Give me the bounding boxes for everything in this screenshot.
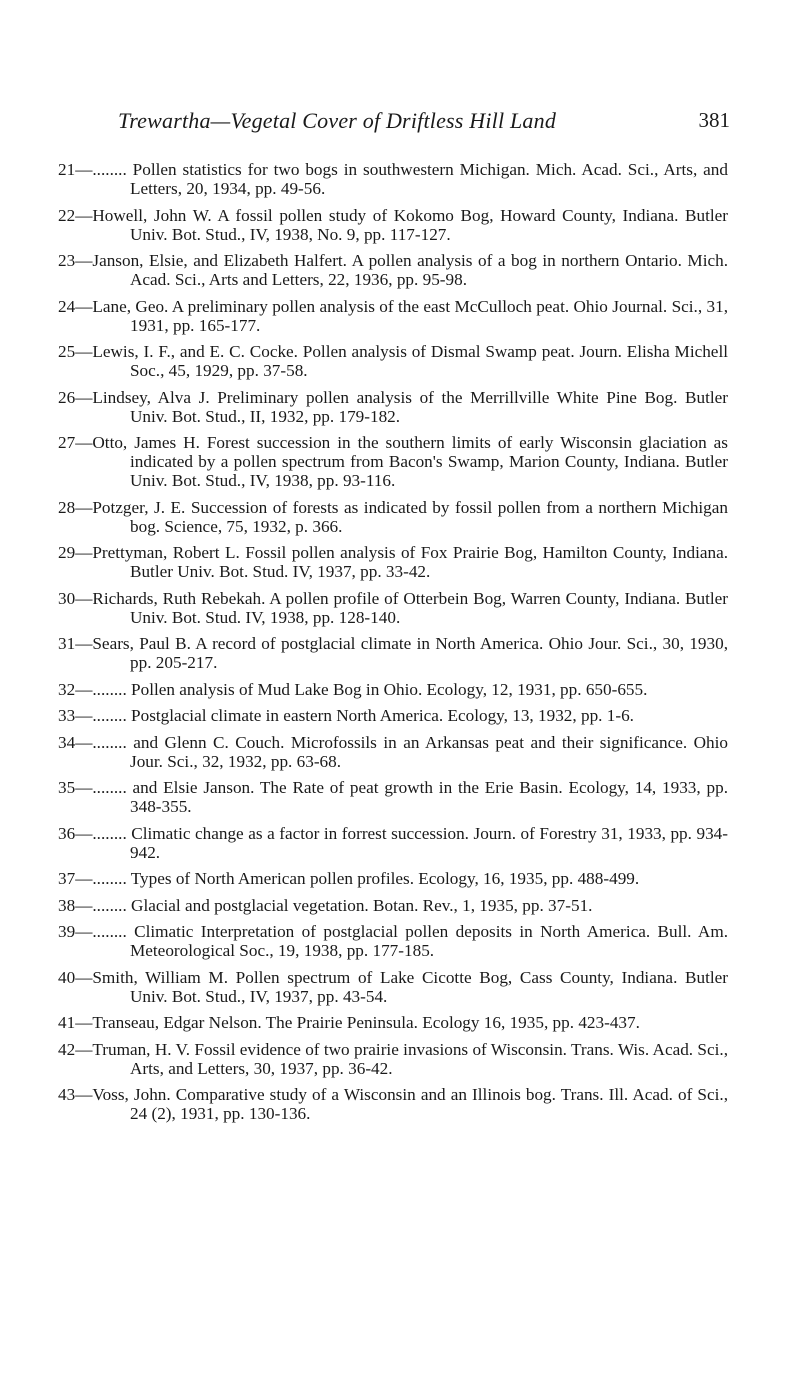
reference-text: —........ Climatic Interpretation of postglacial pollen deposits in North America. Bull. Am. Meteorological Soc., 19, 1938, pp. 177-185.	[75, 922, 728, 960]
reference-number: 31	[58, 634, 76, 653]
reference-entry	[58, 680, 728, 699]
reference-number: 42	[58, 1039, 76, 1059]
reference-number: 26	[58, 387, 76, 407]
reference-entry	[58, 342, 728, 380]
reference-list	[58, 160, 728, 1131]
reference-text: —Smith, William M. Pollen spectrum of Lake Cicotte Bog, Cass County, Indiana. Butler Univ. Bot. Stud., IV, 1937, pp. 43-54.	[75, 967, 728, 1006]
reference-entry	[58, 543, 728, 581]
reference-text: —........ Types of North American pollen profiles. Ecology, 16, 1935, pp. 488-499.	[75, 869, 640, 888]
reference-number: 25	[58, 342, 76, 361]
reference-number: 40	[58, 967, 76, 987]
reference-entry	[58, 251, 728, 289]
reference-number: 28	[58, 497, 76, 517]
reference-entry	[58, 297, 728, 335]
reference-text: —........ Pollen analysis of Mud Lake Bog in Ohio. Ecology, 12, 1931, pp. 650-655.	[75, 679, 648, 699]
reference-entry	[58, 922, 728, 960]
reference-entry	[58, 589, 728, 627]
reference-entry	[58, 1040, 728, 1078]
reference-entry	[58, 968, 728, 1006]
reference-entry	[58, 498, 728, 536]
reference-text: —Lane, Geo. A preliminary pollen analysis of the east McCulloch peat. Ohio Journal. Sci., 31, 1931, pp. 165-177.	[75, 296, 728, 335]
reference-number: 35	[58, 778, 76, 797]
reference-entry	[58, 206, 728, 244]
reference-entry	[58, 433, 728, 490]
reference-text: —........ and Elsie Janson. The Rate of peat growth in the Erie Basin. Ecology, 14, 1933, pp. 348-355.	[75, 778, 728, 816]
reference-text: —Potzger, J. E. Succession of forests as indicated by fossil pollen from a northern Michigan bog. Science, 75, 1932, p. 366.	[75, 497, 728, 536]
reference-text: —Otto, James H. Forest succession in the southern limits of early Wisconsin glaciation as indicated by a pollen spectrum from Bacon's Swamp, Marion County, Indiana. Butler Univ. Bot. Stud., IV, 1938, pp. 93-116.	[75, 433, 728, 490]
reference-number: 33	[58, 706, 76, 725]
reference-number: 41	[58, 1013, 76, 1032]
reference-number: 39	[58, 922, 76, 941]
reference-entry	[58, 733, 728, 771]
reference-number: 43	[58, 1085, 76, 1104]
reference-entry	[58, 706, 728, 725]
reference-number: 37	[58, 869, 76, 888]
reference-text: —........ Climatic change as a factor in forrest succession. Journ. of Forestry 31, 1933, pp. 934-942.	[75, 823, 728, 862]
reference-text: —........ Pollen statistics for two bogs in southwestern Michigan. Mich. Acad. Sci., Arts, and Letters, 20, 1934, pp. 49-56.	[75, 160, 728, 198]
reference-text: —Transeau, Edgar Nelson. The Prairie Peninsula. Ecology 16, 1935, pp. 423-437.	[75, 1013, 640, 1032]
reference-text: —Sears, Paul B. A record of postglacial climate in North America. Ohio Jour. Sci., 30, 1930, pp. 205-217.	[75, 634, 728, 672]
page-number: 381	[698, 108, 730, 132]
reference-entry	[58, 634, 728, 672]
reference-number: 36	[58, 823, 76, 843]
reference-entry	[58, 824, 728, 862]
reference-text: —Janson, Elsie, and Elizabeth Halfert. A pollen analysis of a bog in northern Ontario. Mich. Acad. Sci., Arts and Letters, 22, 1936, pp. 95-98.	[75, 251, 728, 289]
reference-text: —........ Postglacial climate in eastern North America. Ecology, 13, 1932, pp. 1-6.	[75, 706, 634, 725]
reference-text: —Truman, H. V. Fossil evidence of two prairie invasions of Wisconsin. Trans. Wis. Acad. Sci., Arts, and Letters, 30, 1937, pp. 36-42.	[75, 1039, 728, 1078]
reference-entry	[58, 1085, 728, 1123]
reference-number: 24	[58, 296, 76, 316]
reference-number: 32	[58, 679, 76, 699]
reference-entry	[58, 896, 728, 915]
reference-number: 34	[58, 732, 76, 752]
reference-entry	[58, 1013, 728, 1032]
reference-text: —Lindsey, Alva J. Preliminary pollen analysis of the Merrillville White Pine Bog. Butler Univ. Bot. Stud., II, 1932, pp. 179-182.	[75, 387, 728, 426]
reference-text: —Howell, John W. A fossil pollen study of Kokomo Bog, Howard County, Indiana. Butler Univ. Bot. Stud., IV, 1938, No. 9, pp. 117-127.	[75, 205, 728, 244]
reference-number: 23	[58, 251, 76, 270]
reference-text: —Voss, John. Comparative study of a Wisconsin and an Illinois bog. Trans. Ill. Acad. of Sci., 24 (2), 1931, pp. 130-136.	[75, 1085, 728, 1123]
reference-number: 30	[58, 588, 76, 608]
reference-entry	[58, 388, 728, 426]
page-header	[118, 108, 730, 142]
reference-text: —........ and Glenn C. Couch. Microfossils in an Arkansas peat and their significance. Ohio Jour. Sci., 32, 1932, pp. 63-68.	[75, 732, 728, 771]
reference-entry	[58, 160, 728, 198]
reference-number: 21	[58, 160, 76, 179]
reference-text: —Prettyman, Robert L. Fossil pollen analysis of Fox Prairie Bog, Hamilton County, Indiana. Butler Univ. Bot. Stud. IV, 1937, pp. 33-42.	[75, 543, 728, 581]
reference-text: —........ Glacial and postglacial vegetation. Botan. Rev., 1, 1935, pp. 37-51.	[75, 895, 593, 915]
reference-number: 27	[58, 433, 76, 452]
reference-text: —Richards, Ruth Rebekah. A pollen profile of Otterbein Bog, Warren County, Indiana. Butler Univ. Bot. Stud. IV, 1938, pp. 128-140.	[75, 588, 728, 627]
reference-number: 38	[58, 895, 76, 915]
reference-number: 29	[58, 543, 76, 562]
running-title: Trewartha—Vegetal Cover of Driftless Hill Land	[118, 108, 557, 133]
reference-entry	[58, 869, 728, 888]
reference-text: —Lewis, I. F., and E. C. Cocke. Pollen analysis of Dismal Swamp peat. Journ. Elisha Michell Soc., 45, 1929, pp. 37-58.	[75, 342, 728, 380]
reference-number: 22	[58, 205, 76, 225]
reference-entry	[58, 778, 728, 816]
